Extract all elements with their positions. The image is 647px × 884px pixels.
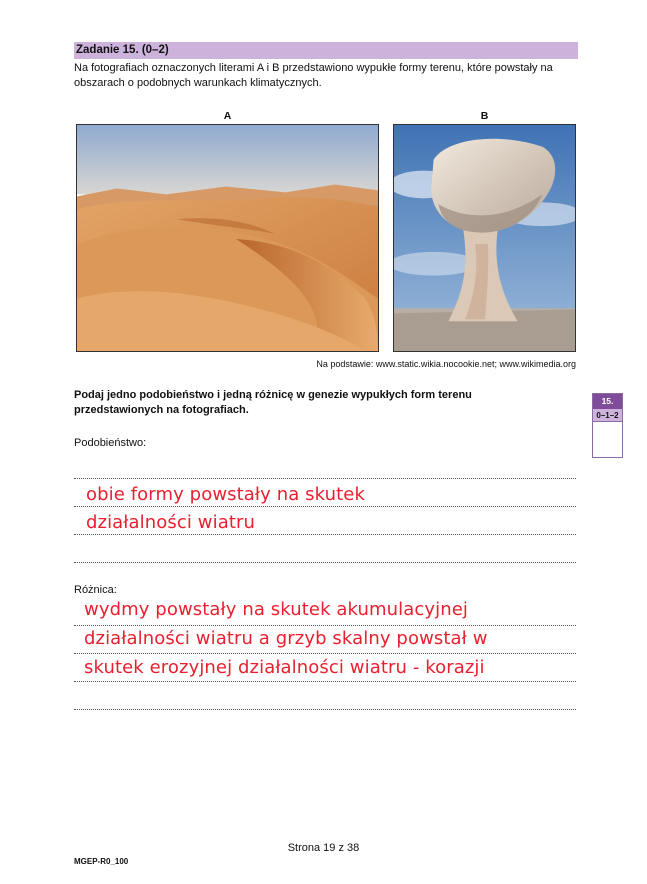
photo-a-label: A (223, 110, 232, 122)
task-header: Zadanie 15. (0–2) (74, 42, 578, 59)
answer-line (74, 681, 576, 682)
answer-line (74, 534, 576, 535)
page-number: Strona 19 z 38 (287, 842, 360, 854)
score-box (592, 393, 623, 458)
difference-answer-line-3: skutek erozyjnej działalności wiatru - korazji (84, 657, 485, 678)
score-task-number: 15. (593, 394, 622, 409)
exam-code: MGEP-R0_100 (74, 857, 129, 866)
task-intro: Na fotografiach oznaczonych literami A i B przedstawiono wypukłe formy terenu, które powstały na obszarach o podobnych warunkach klimatycznych. (74, 62, 553, 89)
answer-line (74, 653, 576, 654)
difference-answer-line-1: wydmy powstały na skutek akumulacyjnej (84, 599, 469, 620)
score-range: 0–1–2 (593, 409, 622, 422)
photo-b-label: B (480, 110, 489, 122)
similarity-label: Podobieństwo: (74, 437, 147, 449)
answer-line (74, 562, 576, 563)
answer-line (74, 709, 576, 710)
answer-line (74, 478, 576, 479)
answer-line (74, 506, 576, 507)
difference-label: Różnica: (74, 584, 117, 596)
photo-a-sand-dunes (76, 124, 379, 352)
photo-source: Na podstawie: www.static.wikia.nocookie.net; www.wikimedia.org (316, 359, 576, 369)
photo-b-mushroom-rock (393, 124, 576, 352)
answer-line (74, 625, 576, 626)
similarity-answer-line-1: obie formy powstały na skutek (86, 484, 365, 505)
similarity-answer-line-2: działalności wiatru (86, 512, 255, 533)
difference-answer-line-2: działalności wiatru a grzyb skalny powstał w (84, 628, 488, 649)
question-text: Podaj jedno podobieństwo i jedną różnicę w genezie wypukłych form terenu przedstawionych na fotografiach. (74, 389, 472, 416)
